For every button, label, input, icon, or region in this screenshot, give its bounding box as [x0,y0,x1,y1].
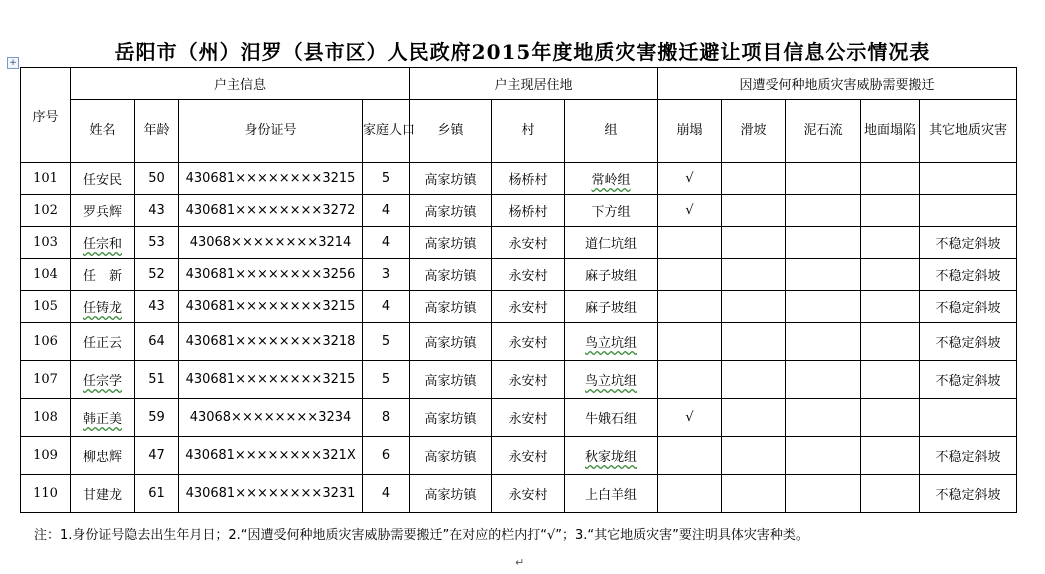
spellcheck-underline: 秋家垅组 [585,450,638,465]
spellcheck-underline: 常岭组 [591,173,631,188]
cell-town: 高家坊镇 [410,323,492,361]
footnote: 注：1.身份证号隐去出生年月日；2.“因遭受何种地质灾害威胁需要搬迁”在对应的栏内打“√”；3.“其它地质灾害”要注明具体灾害种类。 [34,528,809,543]
cell-village: 永安村 [492,259,565,291]
cell-debris [786,361,861,399]
cell-other [920,399,1017,437]
header-other-hazard: 其它地质灾害 [920,100,1017,163]
cell-subsidence [861,163,920,195]
cell-id: 430681××××××××3256 [179,259,363,291]
cell-other: 不稳定斜坡 [920,227,1017,259]
cell-collapse: √ [658,163,722,195]
cell-landslide [722,259,786,291]
cell-landslide [722,475,786,513]
header-landslide: 滑坡 [722,100,786,163]
cell-collapse [658,361,722,399]
cell-age: 64 [135,323,179,361]
cell-village: 永安村 [492,227,565,259]
cell-name: 罗兵辉 [71,195,135,227]
cell-team: 麻子坡组 [565,259,658,291]
cell-seq: 108 [21,399,71,437]
cell-team: 麻子坡组 [565,291,658,323]
cell-age: 43 [135,291,179,323]
cell-landslide [722,323,786,361]
table-move-handle-icon[interactable]: + [7,57,19,69]
cell-collapse [658,227,722,259]
cell-collapse [658,437,722,475]
cell-village: 永安村 [492,361,565,399]
cell-debris [786,291,861,323]
cell-other: 不稳定斜坡 [920,323,1017,361]
cell-name [71,291,135,323]
cell-debris [786,227,861,259]
cell-town: 高家坊镇 [410,475,492,513]
relocation-table [20,67,1017,513]
cell-family: 4 [363,291,410,323]
cell-team: 下方组 [565,195,658,227]
cell-age: 47 [135,437,179,475]
cell-other: 不稳定斜坡 [920,259,1017,291]
cell-id: 430681××××××××3231 [179,475,363,513]
cell-family: 3 [363,259,410,291]
cell-other: 不稳定斜坡 [920,361,1017,399]
cell-village: 永安村 [492,399,565,437]
cell-subsidence [861,475,920,513]
cell-team: 牛娥石组 [565,399,658,437]
cell-subsidence [861,259,920,291]
cell-family: 4 [363,227,410,259]
cell-seq: 105 [21,291,71,323]
table-row [21,195,1017,227]
paragraph-mark-icon: ↵ [515,556,525,569]
cell-id: 430681××××××××3215 [179,361,363,399]
cell-debris [786,163,861,195]
cell-name [71,399,135,437]
cell-debris [786,323,861,361]
cell-debris [786,195,861,227]
table-row [21,259,1017,291]
cell-landslide [722,437,786,475]
spellcheck-underline: 韩正美 [82,412,122,427]
cell-collapse [658,291,722,323]
cell-age: 53 [135,227,179,259]
cell-age: 61 [135,475,179,513]
cell-subsidence [861,291,920,323]
cell-age: 51 [135,361,179,399]
cell-seq: 110 [21,475,71,513]
cell-collapse: √ [658,399,722,437]
document-title: 岳阳市（州）汨罗（县市区）人民政府2015年度地质灾害搬迁避让项目信息公示情况表 [114,40,931,64]
table-row [21,227,1017,259]
cell-id: 43068××××××××3234 [179,399,363,437]
cell-id: 430681××××××××3218 [179,323,363,361]
cell-name: 柳忠辉 [71,437,135,475]
cell-seq: 103 [21,227,71,259]
header-debris-flow: 泥石流 [786,100,861,163]
cell-age: 52 [135,259,179,291]
cell-other [920,195,1017,227]
cell-village: 永安村 [492,475,565,513]
cell-debris [786,475,861,513]
cell-village: 杨桥村 [492,163,565,195]
header-residence: 户主现居住地 [410,68,658,100]
spellcheck-underline: 鸟立坑组 [585,374,638,389]
cell-age: 59 [135,399,179,437]
cell-debris [786,437,861,475]
cell-subsidence [861,195,920,227]
cell-seq: 102 [21,195,71,227]
cell-id: 430681××××××××321X [179,437,363,475]
cell-other: 不稳定斜坡 [920,291,1017,323]
cell-family: 6 [363,437,410,475]
cell-village: 永安村 [492,323,565,361]
cell-team [565,437,658,475]
header-age: 年龄 [135,100,179,163]
cell-family: 4 [363,475,410,513]
cell-seq: 106 [21,323,71,361]
cell-subsidence [861,361,920,399]
cell-seq: 101 [21,163,71,195]
cell-subsidence [861,437,920,475]
table-row [21,163,1017,195]
cell-name: 任安民 [71,163,135,195]
table-row [21,361,1017,399]
header-town: 乡镇 [410,100,492,163]
cell-id: 430681××××××××3215 [179,163,363,195]
cell-collapse [658,323,722,361]
cell-name: 甘建龙 [71,475,135,513]
cell-team: 上白羊组 [565,475,658,513]
cell-team [565,323,658,361]
cell-name: 任正云 [71,323,135,361]
table-row [21,475,1017,513]
cell-seq: 104 [21,259,71,291]
cell-team: 道仁坑组 [565,227,658,259]
cell-family: 5 [363,361,410,399]
cell-other: 不稳定斜坡 [920,437,1017,475]
cell-family: 5 [363,323,410,361]
cell-family: 5 [363,163,410,195]
table-row [21,291,1017,323]
cell-subsidence [861,323,920,361]
header-owner-info: 户主信息 [71,68,410,100]
header-collapse: 崩塌 [658,100,722,163]
cell-id: 430681××××××××3272 [179,195,363,227]
cell-town: 高家坊镇 [410,163,492,195]
cell-team [565,163,658,195]
cell-landslide [722,361,786,399]
cell-seq: 109 [21,437,71,475]
cell-family: 4 [363,195,410,227]
cell-landslide [722,291,786,323]
table-row [21,399,1017,437]
spellcheck-underline: 鸟立坑组 [585,336,638,351]
cell-family: 8 [363,399,410,437]
cell-id: 43068××××××××3214 [179,227,363,259]
cell-name: 任 新 [71,259,135,291]
cell-other: 不稳定斜坡 [920,475,1017,513]
cell-village: 永安村 [492,437,565,475]
cell-landslide [722,195,786,227]
spellcheck-underline: 任铸龙 [82,301,122,316]
cell-town: 高家坊镇 [410,195,492,227]
cell-debris [786,399,861,437]
cell-village: 杨桥村 [492,195,565,227]
header-id: 身份证号 [179,100,363,163]
table-row [21,437,1017,475]
cell-id: 430681××××××××3215 [179,291,363,323]
cell-town: 高家坊镇 [410,227,492,259]
table-row [21,323,1017,361]
spellcheck-underline: 任宗学 [82,374,122,389]
header-seq: 序号 [21,68,71,163]
cell-town: 高家坊镇 [410,291,492,323]
cell-subsidence [861,399,920,437]
header-family: 家庭人口 [363,100,410,163]
cell-age: 50 [135,163,179,195]
header-village: 村 [492,100,565,163]
cell-village: 永安村 [492,291,565,323]
cell-town: 高家坊镇 [410,437,492,475]
cell-name [71,227,135,259]
cell-landslide [722,399,786,437]
header-team: 组 [565,100,658,163]
cell-town: 高家坊镇 [410,259,492,291]
header-name: 姓名 [71,100,135,163]
header-subsidence: 地面塌陷 [861,100,920,163]
cell-seq: 107 [21,361,71,399]
cell-collapse [658,475,722,513]
cell-town: 高家坊镇 [410,399,492,437]
cell-collapse [658,259,722,291]
cell-other [920,163,1017,195]
cell-subsidence [861,227,920,259]
cell-landslide [722,227,786,259]
cell-age: 43 [135,195,179,227]
cell-debris [786,259,861,291]
spellcheck-underline: 任宗和 [82,237,122,252]
cell-name [71,361,135,399]
header-hazard-type: 因遭受何种地质灾害威胁需要搬迁 [658,68,1017,100]
cell-town: 高家坊镇 [410,361,492,399]
cell-collapse: √ [658,195,722,227]
cell-team [565,361,658,399]
cell-landslide [722,163,786,195]
